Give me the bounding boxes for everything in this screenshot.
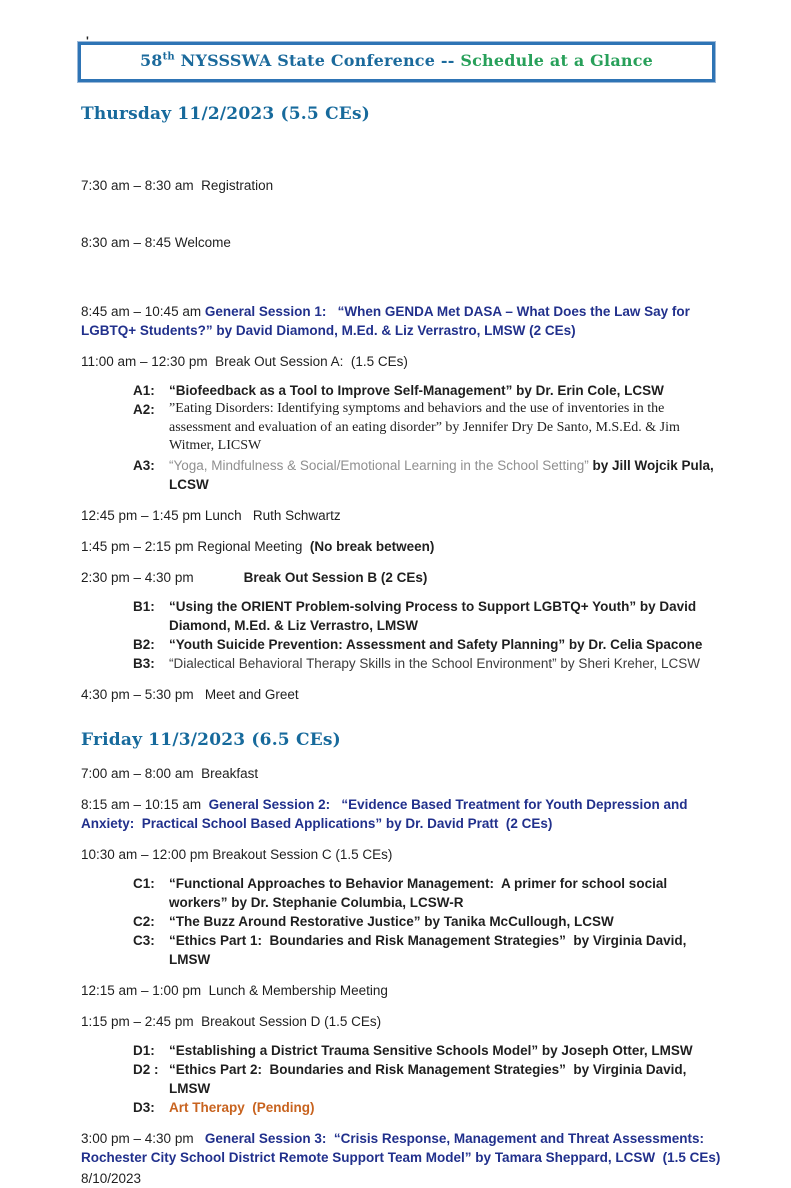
session-b3: [133, 654, 721, 673]
session-d2: [133, 1060, 721, 1098]
regional-meeting-line: [81, 537, 721, 556]
lunch-membership-line: 12:15 am – 1:00 pm Lunch & Membership Meeting: [81, 982, 388, 998]
friday-heading: Friday 11/3/2023 (6.5 CEs): [81, 729, 341, 750]
c1-text: “Functional Approaches to Behavior Management: A primer for school social workers” by Dr. Stephanie Columbia, LCSW-R: [169, 875, 671, 910]
session-d1: [133, 1041, 721, 1060]
b2-label: B2:: [133, 636, 155, 652]
session-b2: [133, 635, 721, 654]
title-accent: Schedule at a Glance: [460, 51, 654, 70]
breakout-session-c: 10:30 am – 12:00 pm Breakout Session C (1.5 CEs): [81, 846, 393, 862]
gs1-title: General Session 1: “When GENDA Met DASA – What Does the Law Say for LGBTQ+ Students?” by David Diamond, M.Ed. & Liz Verrastro, LMSW (2 CEs): [81, 304, 694, 338]
general-session-1: [81, 302, 721, 340]
footer-date: 8/10/2023: [81, 1170, 142, 1186]
breakout-b-time: 2:30 pm – 4:30 pm: [81, 569, 194, 585]
a3-text: [169, 456, 721, 494]
a1-text: “Biofeedback as a Tool to Improve Self-Management” by Dr. Erin Cole, LCSW: [169, 383, 664, 398]
gs3-time: 3:00 pm – 4:30 pm: [81, 1130, 205, 1146]
a3-presenter: by Jill Wojcik Pula, LCSW: [169, 457, 718, 492]
session-a2: [133, 400, 721, 456]
a3-quote: “Yoga, Mindfulness & Social/Emotional Learning in the School Setting”: [169, 457, 589, 473]
session-a1: [133, 381, 721, 400]
title-main: NYSSSWA State Conference --: [174, 51, 461, 70]
breakout-b-title: Break Out Session B (2 CEs): [243, 569, 428, 585]
title-box: [78, 42, 715, 82]
d2-text: “Ethics Part 2: Boundaries and Risk Management Strategies” by Virginia David, LMSW: [169, 1061, 691, 1096]
d3-label: D3:: [133, 1099, 155, 1115]
scan-artifact-mark: ': [86, 34, 89, 48]
general-session-2: [81, 795, 721, 833]
session-c2: [133, 912, 721, 931]
registration-line: 7:30 am – 8:30 am Registration: [81, 178, 274, 193]
regional-note: (No break between): [309, 538, 435, 554]
general-session-3: [81, 1129, 721, 1167]
b1-text: “Using the ORIENT Problem-solving Process to Support LGBTQ+ Youth” by David Diamond, M.Ed. & Liz Verrastro, LMSW: [169, 598, 700, 633]
c3-label: C3:: [133, 932, 155, 948]
session-b-list: [133, 597, 721, 673]
session-a-list: [133, 381, 721, 494]
breakout-session-a: 11:00 am – 12:30 pm Break Out Session A: (1.5 CEs): [81, 354, 408, 369]
a2-text: ”Eating Disorders: Identifying symptoms and behaviors and the use of inventories in the assessment and evaluation of an eating disorder” by Jennifer Dry De Santo, M.S.Ed. & Jim Witmer, LICSW: [169, 401, 684, 453]
b3-label: B3:: [133, 655, 155, 671]
a1-label: A1:: [133, 383, 155, 398]
title-number: 58: [139, 51, 163, 70]
breakfast-line: 7:00 am – 8:00 am Breakfast: [81, 765, 259, 781]
gs1-time: 8:45 am – 10:45 am: [81, 304, 205, 319]
session-d3: [133, 1098, 721, 1117]
title-ordinal: th: [162, 51, 175, 63]
c1-label: C1:: [133, 875, 155, 891]
session-a3: [133, 456, 721, 494]
lunch-line: 12:45 pm – 1:45 pm Lunch Ruth Schwartz: [81, 507, 341, 523]
c2-text: “The Buzz Around Restorative Justice” by Tanika McCullough, LCSW: [169, 913, 614, 929]
a3-label: A3:: [133, 457, 155, 473]
d1-label: D1:: [133, 1042, 155, 1058]
conference-title: [140, 51, 653, 70]
d3-text: Art Therapy (Pending): [169, 1099, 315, 1115]
session-c1: [133, 874, 721, 912]
breakout-session-d: 1:15 pm – 2:45 pm Breakout Session D (1.5 CEs): [81, 1013, 382, 1029]
registration-welcome-block: [81, 138, 721, 290]
gs2-title: General Session 2: “Evidence Based Treatment for Youth Depression and Anxiety: Practical School Based Applications” by Dr. David Pratt (2 CEs): [81, 796, 691, 831]
b3-text: “Dialectical Behavioral Therapy Skills in the School Environment” by Sheri Kreher, LCSW: [169, 655, 700, 671]
session-c3: [133, 931, 721, 969]
a2-label: A2:: [133, 402, 155, 417]
breakout-session-b: [81, 568, 721, 587]
regional-time: 1:45 pm – 2:15 pm Regional Meeting: [81, 538, 310, 554]
d1-text: “Establishing a District Trauma Sensitive Schools Model” by Joseph Otter, LMSW: [169, 1042, 693, 1058]
meet-and-greet-line: 4:30 pm – 5:30 pm Meet and Greet: [81, 686, 299, 702]
session-c-list: [133, 874, 721, 969]
session-d-list: [133, 1041, 721, 1117]
c3-text: “Ethics Part 1: Boundaries and Risk Management Strategies” by Virginia David, LMSW: [169, 932, 691, 967]
thursday-heading: Thursday 11/2/2023 (5.5 CEs): [81, 104, 370, 124]
welcome-line: 8:30 am – 8:45 Welcome: [81, 235, 231, 250]
c2-label: C2:: [133, 913, 155, 929]
session-b1: [133, 597, 721, 635]
d2-label: D2 :: [133, 1061, 159, 1077]
b2-text: “Youth Suicide Prevention: Assessment and Safety Planning” by Dr. Celia Spacone: [169, 636, 703, 652]
b1-label: B1:: [133, 598, 155, 614]
gs2-time: 8:15 am – 10:15 am: [81, 796, 209, 812]
gs3-title: General Session 3: “Crisis Response, Management and Threat Assessments: Rochester City School District Remote Support Team Model” by Tamara Sheppard, LCSW (1.5 CEs): [81, 1130, 721, 1165]
